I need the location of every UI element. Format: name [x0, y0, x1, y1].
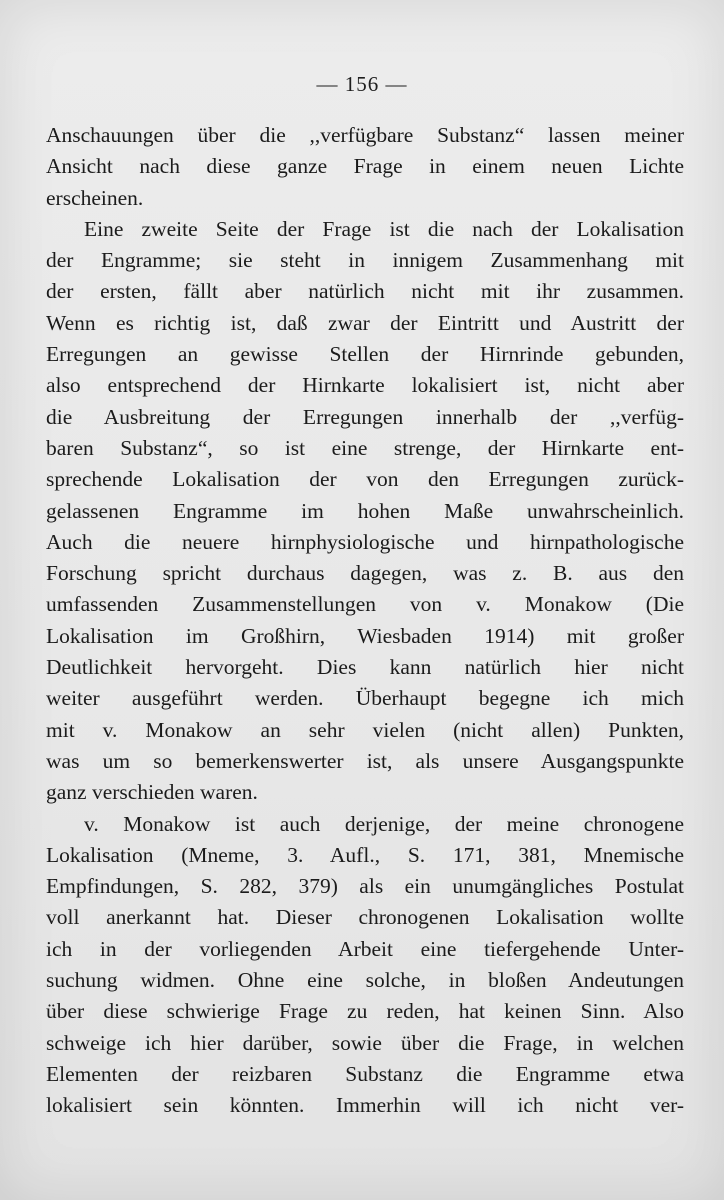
text-line: der ersten, fällt aber natürlich nicht mit ihr zusammen. — [46, 279, 684, 304]
body-text — [46, 120, 684, 1122]
text-line: baren Substanz“, so ist eine strenge, der Hirnkarte ent- — [46, 435, 684, 460]
text-line: erscheinen. — [46, 185, 144, 210]
text-line: was um so bemerkenswerter ist, als unsere Ausgangspunkte — [46, 748, 684, 773]
text-line: Forschung spricht durchaus dagegen, was z. B. aus den — [46, 561, 684, 586]
text-line: Empfindungen, S. 282, 379) als ein unumgängliches Postulat — [46, 874, 684, 899]
text-line: Erregungen an gewisse Stellen der Hirnrinde gebunden, — [46, 342, 684, 367]
text-line: umfassenden Zusammenstellungen von v. Monakow (Die — [46, 592, 684, 617]
text-line: suchung widmen. Ohne eine solche, in bloßen Andeutungen — [46, 968, 684, 993]
text-line: Ansicht nach diese ganze Frage in einem neuen Lichte — [46, 154, 684, 179]
text-line: Anschauungen über die ,,verfügbare Substanz“ lassen meiner — [46, 123, 684, 147]
text-line: Wenn es richtig ist, daß zwar der Eintritt und Austritt der — [46, 310, 684, 335]
text-line: Auch die neuere hirnphysiologische und hirnpathologische — [46, 529, 684, 554]
text-line: Eine zweite Seite der Frage ist die nach der Lokalisation — [84, 216, 684, 241]
text-line: mit v. Monakow an sehr vielen (nicht allen) Punkten, — [46, 717, 684, 742]
text-line: Elementen der reizbaren Substanz die Engramme etwa — [46, 1061, 684, 1086]
text-line: Lokalisation im Großhirn, Wiesbaden 1914) mit großer — [46, 623, 684, 648]
text-line: lokalisiert sein könnten. Immerhin will ich nicht ver- — [46, 1093, 684, 1118]
text-line: ganz verschieden waren. — [46, 780, 258, 805]
text-line: die Ausbreitung der Erregungen innerhalb der ,,verfüg- — [46, 404, 684, 429]
text-line: Deutlichkeit hervorgeht. Dies kann natürlich hier nicht — [46, 655, 684, 680]
page-number: — 156 — — [316, 72, 408, 96]
text-line: sprechende Lokalisation der von den Erregungen zurück- — [46, 467, 684, 492]
text-line: gelassenen Engramme im hohen Maße unwahrscheinlich. — [46, 498, 684, 523]
text-line: also entsprechend der Hirnkarte lokalisiert ist, nicht aber — [46, 373, 684, 398]
text-line: Lokalisation (Mneme, 3. Aufl., S. 171, 381, Mnemische — [46, 842, 684, 867]
text-line: v. Monakow ist auch derjenige, der meine chronogene — [84, 811, 684, 836]
text-line: ich in der vorliegenden Arbeit eine tiefergehende Unter- — [46, 936, 684, 961]
text-line: weiter ausgeführt werden. Überhaupt begegne ich mich — [46, 686, 684, 711]
text-line: über diese schwierige Frage zu reden, hat keinen Sinn. Also — [46, 999, 684, 1024]
text-line: schweige ich hier darüber, sowie über die Frage, in welchen — [46, 1030, 684, 1055]
text-line: der Engramme; sie steht in innigem Zusammenhang mit — [46, 248, 684, 273]
text-line: voll anerkannt hat. Dieser chronogenen Lokalisation wollte — [46, 905, 684, 930]
